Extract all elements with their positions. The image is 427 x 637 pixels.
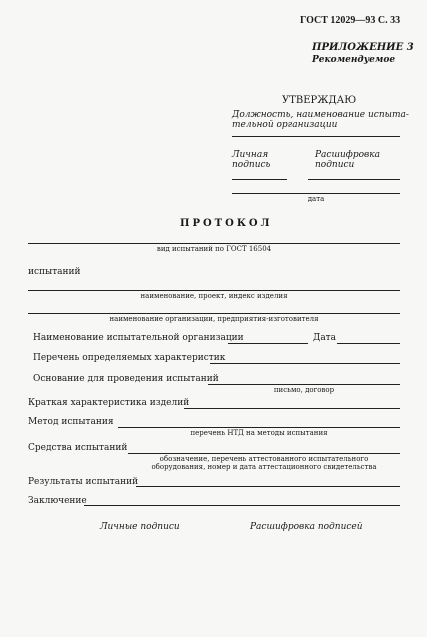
results-line	[136, 486, 400, 487]
position-line	[232, 136, 400, 137]
conclusion-line	[84, 505, 400, 506]
org-line	[228, 343, 308, 344]
appendix-subtitle: Рекомендуемое	[312, 55, 396, 65]
product-caption: наименование, проект, индекс изделия	[140, 292, 288, 300]
manufacturer-line	[28, 313, 400, 314]
method-caption: перечень НТД на методы испытания	[190, 429, 328, 437]
method-line	[118, 427, 400, 428]
means-caption-1: обозначение, перечень аттестованного испытательного	[159, 455, 369, 463]
signatures-label: Личные подписи	[100, 522, 180, 532]
decoding-label-1: Расшифровка	[315, 150, 380, 160]
decoding-line	[308, 179, 400, 180]
results-label: Результаты испытаний	[28, 477, 139, 487]
brief-label: Краткая характеристика изделий	[28, 398, 190, 408]
approval-title: УТВЕРЖДАЮ	[282, 95, 357, 106]
standard-header: ГОСТ 12029—93 С. 33	[300, 15, 401, 26]
decoding-label-2: подписи	[315, 160, 355, 170]
tests-label: испытаний	[28, 267, 81, 277]
approval-position-line2: тельной организации	[232, 120, 338, 130]
means-label: Средства испытаний	[28, 443, 128, 453]
approval-position-line1: Должность, наименование испыта-	[232, 110, 409, 120]
signature-label-2: подпись	[232, 160, 271, 170]
signatures-decoding-label: Расшифровка подписей	[250, 522, 363, 532]
basis-line	[208, 384, 400, 385]
method-label: Метод испытания	[28, 417, 114, 427]
test-type-caption: вид испытаний по ГОСТ 16504	[156, 245, 272, 253]
signature-label-1: Личная	[232, 150, 269, 160]
test-type-line	[28, 243, 400, 244]
means-caption-2: оборудования, номер и дата аттестационного свидетельства	[151, 463, 377, 471]
appendix-title: ПРИЛОЖЕНИЕ 3	[312, 42, 414, 53]
signature-line	[232, 179, 287, 180]
means-line	[128, 453, 400, 454]
characteristics-label: Перечень определяемых характеристик	[33, 353, 226, 363]
date-line	[232, 193, 400, 194]
org-label: Наименование испытательной организации	[33, 333, 244, 343]
basis-caption: письмо, договор	[273, 386, 335, 394]
characteristics-line	[210, 363, 400, 364]
protocol-date-line	[337, 343, 400, 344]
brief-line	[184, 408, 400, 409]
date-label: Дата	[313, 333, 337, 343]
protocol-title: ПРОТОКОЛ	[180, 218, 273, 229]
manufacturer-caption: наименование организации, предприятия-изготовителя	[109, 315, 319, 323]
product-line	[28, 290, 400, 291]
date-caption: дата	[307, 195, 325, 203]
basis-label: Основание для проведения испытаний	[33, 374, 219, 384]
conclusion-label: Заключение	[28, 496, 87, 506]
